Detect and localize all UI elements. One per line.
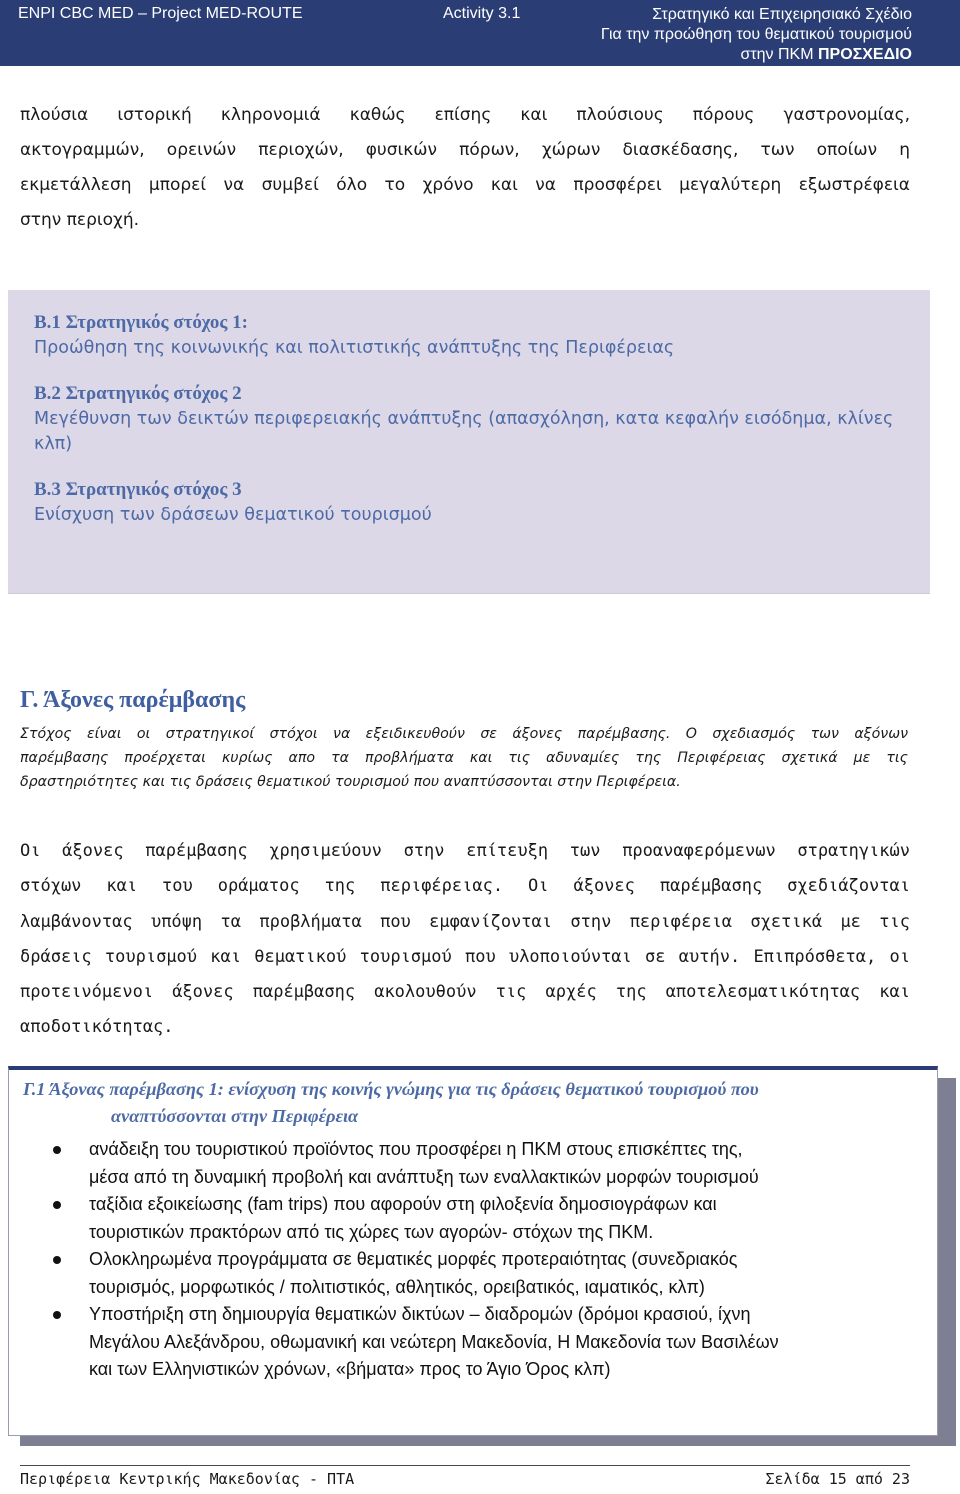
- intro-line: στην περιοχή.: [20, 210, 140, 230]
- italic-line: παρέμβασης προέρχεται κυρίως απο τα προβλήματα και τις αδυναμίες της Περιφέρειας σχετικά με τις: [20, 750, 908, 766]
- paragraph-line: στόχων και του οράματος της περιφέρειας. Οι άξονες παρέμβασης σχεδιάζονται: [20, 876, 910, 897]
- list-item: [49, 1191, 919, 1246]
- paragraph-line: δράσεις τουρισμού και θεματικού τουρισμού που υλοποιούνται σε αυτήν. Επιπρόσθετα, οι: [20, 946, 910, 967]
- paragraph-line: προτεινόμενοι άξονες παρέμβασης ακολουθούν τις αρχές της αποτελεσματικότητας και: [20, 982, 910, 1003]
- intro-line: εκμετάλλεση μπορεί να συμβεί όλο το χρόνο και να προσφέρει μεγαλύτερη εξωστρέφεια: [20, 175, 910, 195]
- bullet-line: μέσα από τη δυναμική προβολή και ανάπτυξη των εναλλακτικών μορφών τουρισμού: [89, 1166, 759, 1187]
- goal-item: [34, 310, 904, 361]
- goal-item: [34, 477, 904, 528]
- intro-paragraph: [20, 98, 910, 238]
- italic-line: δραστηριότητες και τις δράσεις θεματικού τουρισμού που αναπτύσσονται στην Περιφέρεια.: [20, 774, 681, 790]
- axis-bullet-list: [49, 1136, 919, 1384]
- footer-page-number: Σελίδα 15 από 23: [765, 1470, 910, 1488]
- goal-title: B.1 Στρατηγικός στόχος 1:: [34, 312, 248, 333]
- bullet-icon: [53, 1146, 61, 1154]
- bullet-line: τουριστικών πρακτόρων από τις χώρες των αγορών- στόχων της ΠΚΜ.: [89, 1221, 654, 1242]
- header-plan-line2: Για την προώθηση του θεματικού τουρισμού: [600, 26, 912, 43]
- header-plan-line1: Στρατηγικό και Επιχειρησιακό Σχέδιο: [652, 6, 912, 23]
- axis-title-line2: αναπτύσσονται στην Περιφέρεια: [111, 1106, 359, 1126]
- bullet-icon: [53, 1256, 61, 1264]
- goal-text: Προώθηση της κοινωνικής και πολιτιστικής ανάπτυξης της Περιφέρειας: [34, 338, 675, 358]
- goal-title: B.3 Στρατηγικός στόχος 3: [34, 479, 242, 500]
- header-draft-status: ΠΡΟΣΧΕΔΙΟ: [817, 46, 912, 63]
- header-plan-line3: [601, 45, 912, 65]
- list-item: [49, 1136, 919, 1191]
- bullet-line: Υποστήριξη στη δημιουργία θεματικών δικτύων – διαδρομών (δρόμοι κρασιού, ίχνη: [89, 1304, 751, 1324]
- bullet-icon: [53, 1311, 61, 1319]
- axis-title: [23, 1076, 923, 1130]
- axis-box: [8, 1066, 938, 1436]
- footer-divider: [20, 1465, 910, 1466]
- section-intro-italic: [20, 722, 908, 794]
- italic-line: Στόχος είναι οι στρατηγικοί στόχοι να εξειδικευθούν σε άξονες παρέμβασης. Ο σχεδιασμός των αξόνων: [20, 726, 908, 742]
- bullet-line: Μεγάλου Αλεξάνδρου, οθωμανική και νεώτερη Μακεδονία, Η Μακεδονία των Βασιλέων: [89, 1331, 779, 1352]
- header-activity: Activity 3.1: [443, 5, 521, 22]
- goal-item: [34, 381, 904, 457]
- list-item: [49, 1301, 919, 1384]
- paragraph-line: αποδοτικότητας.: [20, 1017, 174, 1038]
- bullet-line: τουρισμός, μορφωτικός / πολιτιστικός, αθλητικός, ορειβατικός, ιαματικός, κλπ): [89, 1276, 705, 1297]
- bullet-line: ανάδειξη του τουριστικού προϊόντος που προσφέρει η ΠΚΜ στους επισκέπτες της,: [89, 1139, 743, 1159]
- intro-line: πλούσια ιστορική κληρονομιά καθώς επίσης και πλούσιους πόρους γαστρονομίας,: [20, 105, 910, 125]
- strategic-goals-box: [8, 290, 930, 594]
- intro-line: ακτογραμμών, ορεινών περιοχών, φυσικών πόρων, χώρων διασκέδασης, των οποίων η: [20, 140, 910, 160]
- list-item: [49, 1246, 919, 1301]
- header-project: ENPI CBC MED – Project MED-ROUTE: [18, 5, 303, 22]
- paragraph-line: λαμβάνοντας υπόψη τα προβλήματα που εμφανίζονται στην περιφέρεια σχετικά με τις: [20, 911, 910, 932]
- bullet-line: και των Ελληνιστικών χρόνων, «βήματα» προς το Άγιο Όρος κλπ): [89, 1359, 611, 1379]
- page-header: [0, 0, 960, 66]
- section-heading: Γ. Άξονες παρέμβασης: [20, 687, 246, 713]
- bullet-line: Ολοκληρωμένα προγράμματα σε θεματικές μορφές προτεραιότητας (συνεδριακός: [89, 1249, 738, 1269]
- footer-region: Περιφέρεια Κεντρικής Μακεδονίας - ΠΤΑ: [20, 1470, 355, 1488]
- axes-paragraph: [20, 834, 910, 1046]
- bullet-icon: [53, 1201, 61, 1209]
- bullet-line: ταξίδια εξοικείωσης (fam trips) που αφορούν στη φιλοξενία δημοσιογράφων και: [89, 1194, 717, 1214]
- goal-title: B.2 Στρατηγικός στόχος 2: [34, 383, 242, 404]
- axis-title-line1: Γ.1 Άξονας παρέμβασης 1: ενίσχυση της κοινής γνώμης για τις δράσεις θεματικού τουρισμού που: [23, 1079, 759, 1099]
- goal-text: Ενίσχυση των δράσεων θεματικού τουρισμού: [34, 505, 432, 525]
- paragraph-line: Οι άξονες παρέμβασης χρησιμεύουν στην επίτευξη των προαναφερόμενων στρατηγικών: [20, 841, 910, 861]
- goal-text: Μεγέθυνση των δεικτών περιφερειακής ανάπτυξης (απασχόληση, κατα κεφαλήν εισόδημα, κλίνες κλπ): [34, 409, 894, 454]
- header-plan-title: [601, 5, 912, 65]
- header-plan-line3-prefix: στην ΠΚΜ: [740, 46, 818, 63]
